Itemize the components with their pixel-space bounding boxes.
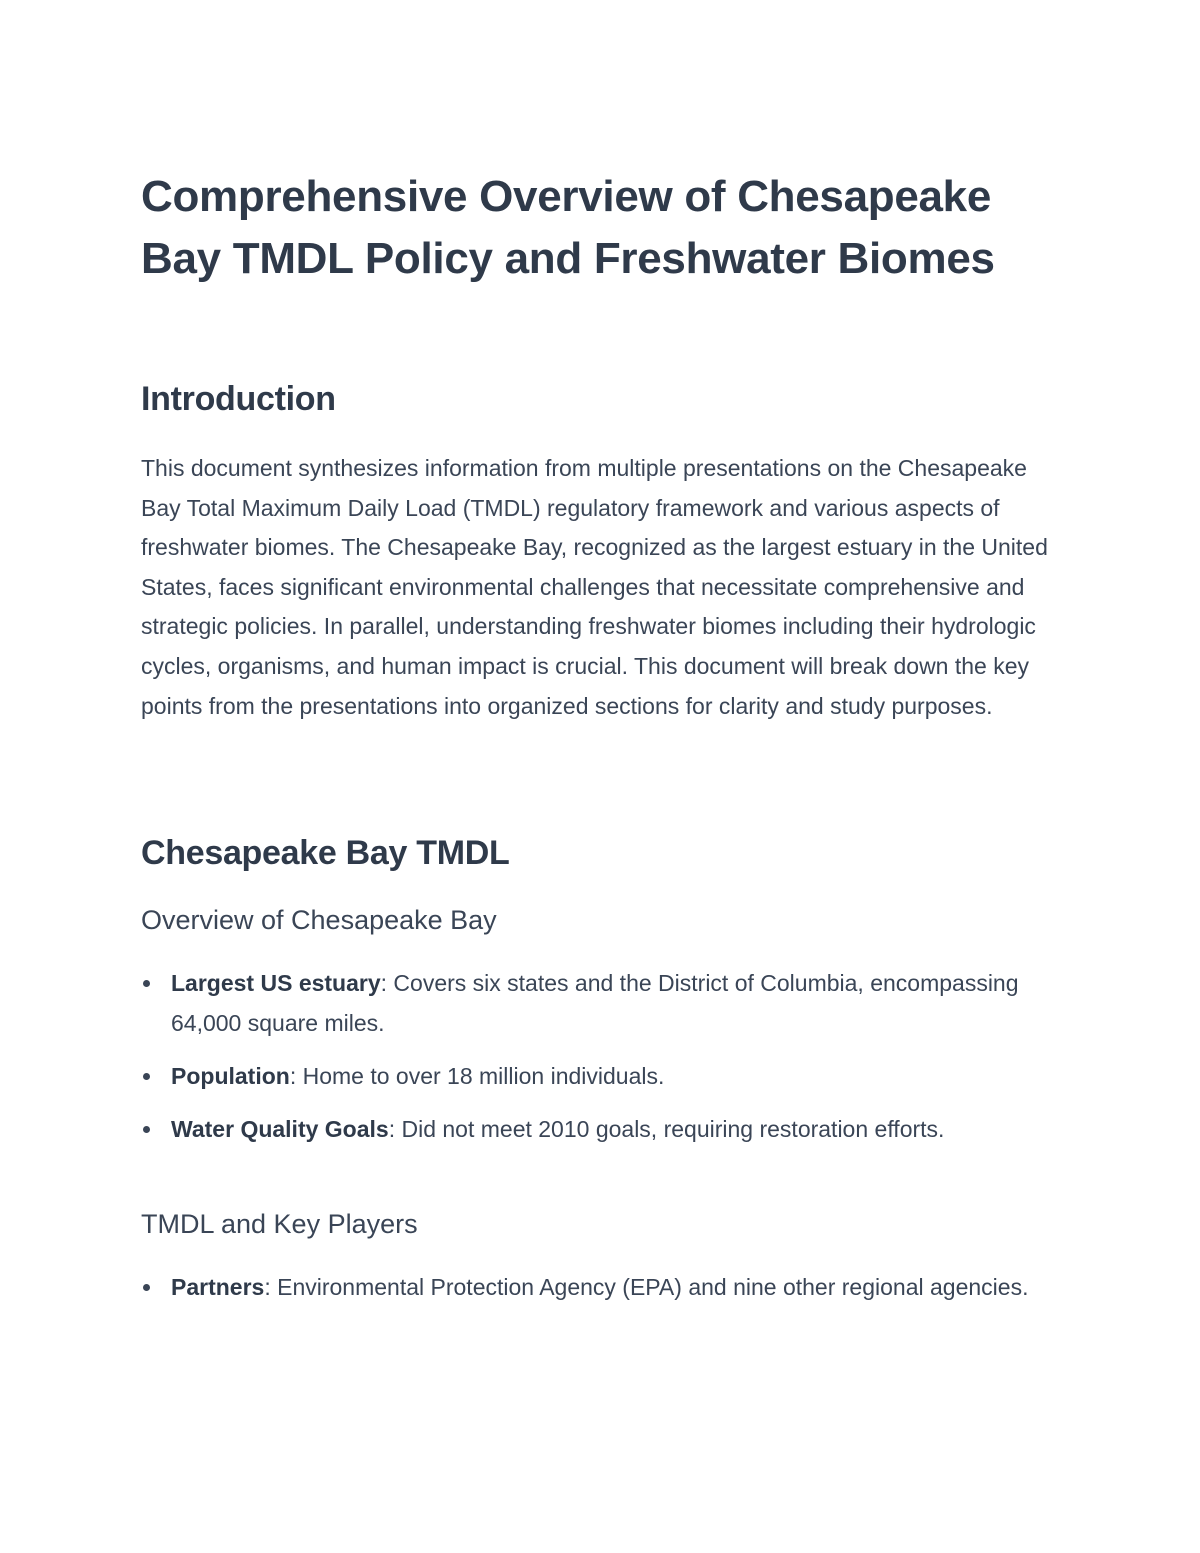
list-item-label: Largest US estuary (171, 970, 381, 996)
list-item-label: Water Quality Goals (171, 1116, 389, 1142)
introduction-paragraph: This document synthesizes information from multiple presentations on the Chesapeake Bay Total Maximum Daily Load (TMDL) regulatory framework and various aspects of freshwater biomes. The Chesapeake Bay, recognized as the largest estuary in the United States, faces significant environmental challenges that necessitate comprehensive and strategic policies. In parallel, understanding freshwater biomes including their hydrologic cycles, organisms, and human impact is crucial. This document will break down the key points from the presentations into organized sections for clarity and study purposes. (141, 455, 1048, 719)
key-players-subheading: TMDL and Key Players (141, 1209, 418, 1239)
list-item-text: : Did not meet 2010 goals, requiring restoration efforts. (388, 1116, 945, 1142)
list-item (141, 1267, 1041, 1307)
introduction-heading: Introduction (141, 380, 336, 418)
bullet-icon (143, 1284, 150, 1291)
overview-list (141, 963, 1041, 1149)
list-item-text: : Environmental Protection Agency (EPA) and nine other regional agencies. (264, 1274, 1029, 1300)
overview-subheading: Overview of Chesapeake Bay (141, 905, 497, 935)
list-item-label: Population (171, 1063, 290, 1089)
tmdl-section-heading: Chesapeake Bay TMDL (141, 834, 510, 872)
list-item-text: : Home to over 18 million individuals. (289, 1063, 665, 1089)
list-item (141, 1109, 1041, 1149)
bullet-icon (143, 980, 150, 987)
list-item-label: Partners (171, 1274, 265, 1300)
bullet-icon (143, 1073, 150, 1080)
list-item (141, 963, 1041, 1043)
key-players-list (141, 1267, 1041, 1307)
list-item-text: : Covers six states and the District of Columbia, encompassing 64,000 square miles. (171, 970, 1019, 1036)
document-title: Comprehensive Overview of Chesapeake Bay TMDL Policy and Freshwater Biomes (141, 172, 995, 283)
bullet-icon (143, 1126, 150, 1133)
list-item (141, 1056, 1041, 1096)
